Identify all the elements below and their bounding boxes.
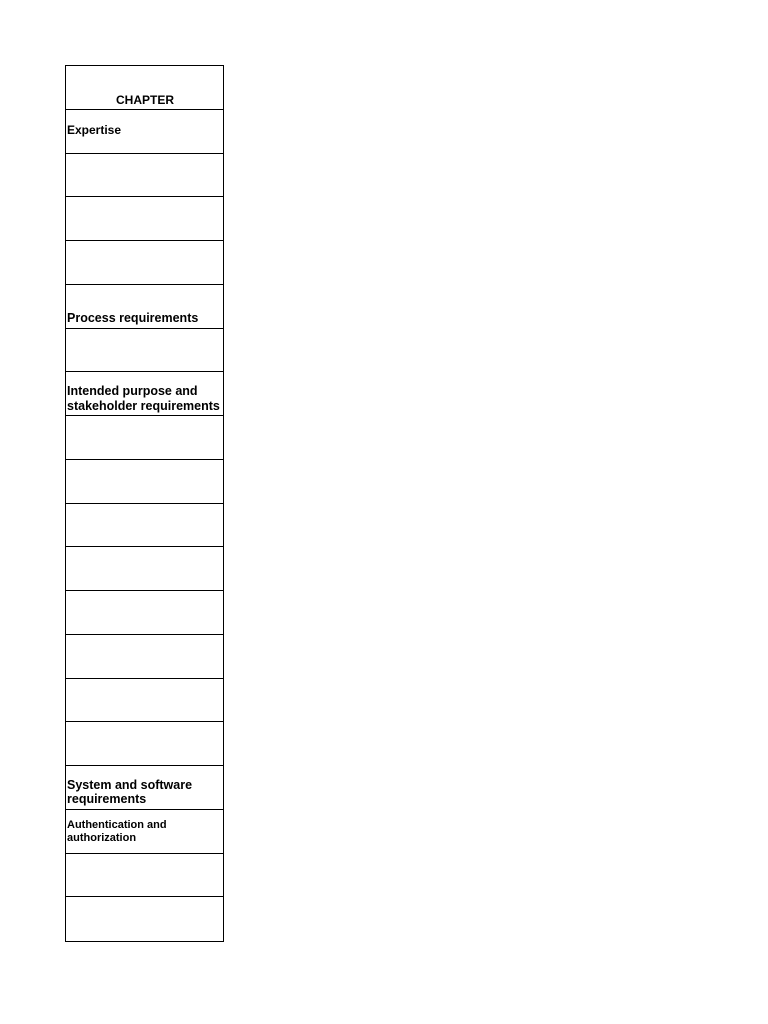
chapter-cell-empty	[66, 722, 223, 766]
chapter-cell-empty	[66, 635, 223, 679]
chapter-cell-expertise: Expertise	[66, 110, 223, 154]
chapter-cell-authentication-authorization: Authentication and authorization	[66, 810, 223, 854]
chapter-cell-empty	[66, 197, 223, 241]
chapter-cell-intended-purpose: Intended purpose and stakeholder requirements	[66, 372, 223, 416]
chapter-cell-empty	[66, 154, 223, 198]
chapter-cell-empty	[66, 329, 223, 373]
chapter-cell-empty	[66, 897, 223, 941]
chapter-cell-process-requirements: Process requirements	[66, 285, 223, 329]
chapter-cell-empty	[66, 547, 223, 591]
chapter-table	[65, 65, 224, 942]
chapter-cell-empty	[66, 460, 223, 504]
chapter-cell-empty	[66, 416, 223, 460]
chapter-cell-system-software-requirements: System and software requirements	[66, 766, 223, 810]
chapter-cell-empty	[66, 591, 223, 635]
chapter-header: CHAPTER	[66, 66, 223, 110]
chapter-cell-empty	[66, 854, 223, 898]
chapter-cell-empty	[66, 504, 223, 548]
chapter-cell-empty	[66, 241, 223, 285]
chapter-cell-empty	[66, 679, 223, 723]
